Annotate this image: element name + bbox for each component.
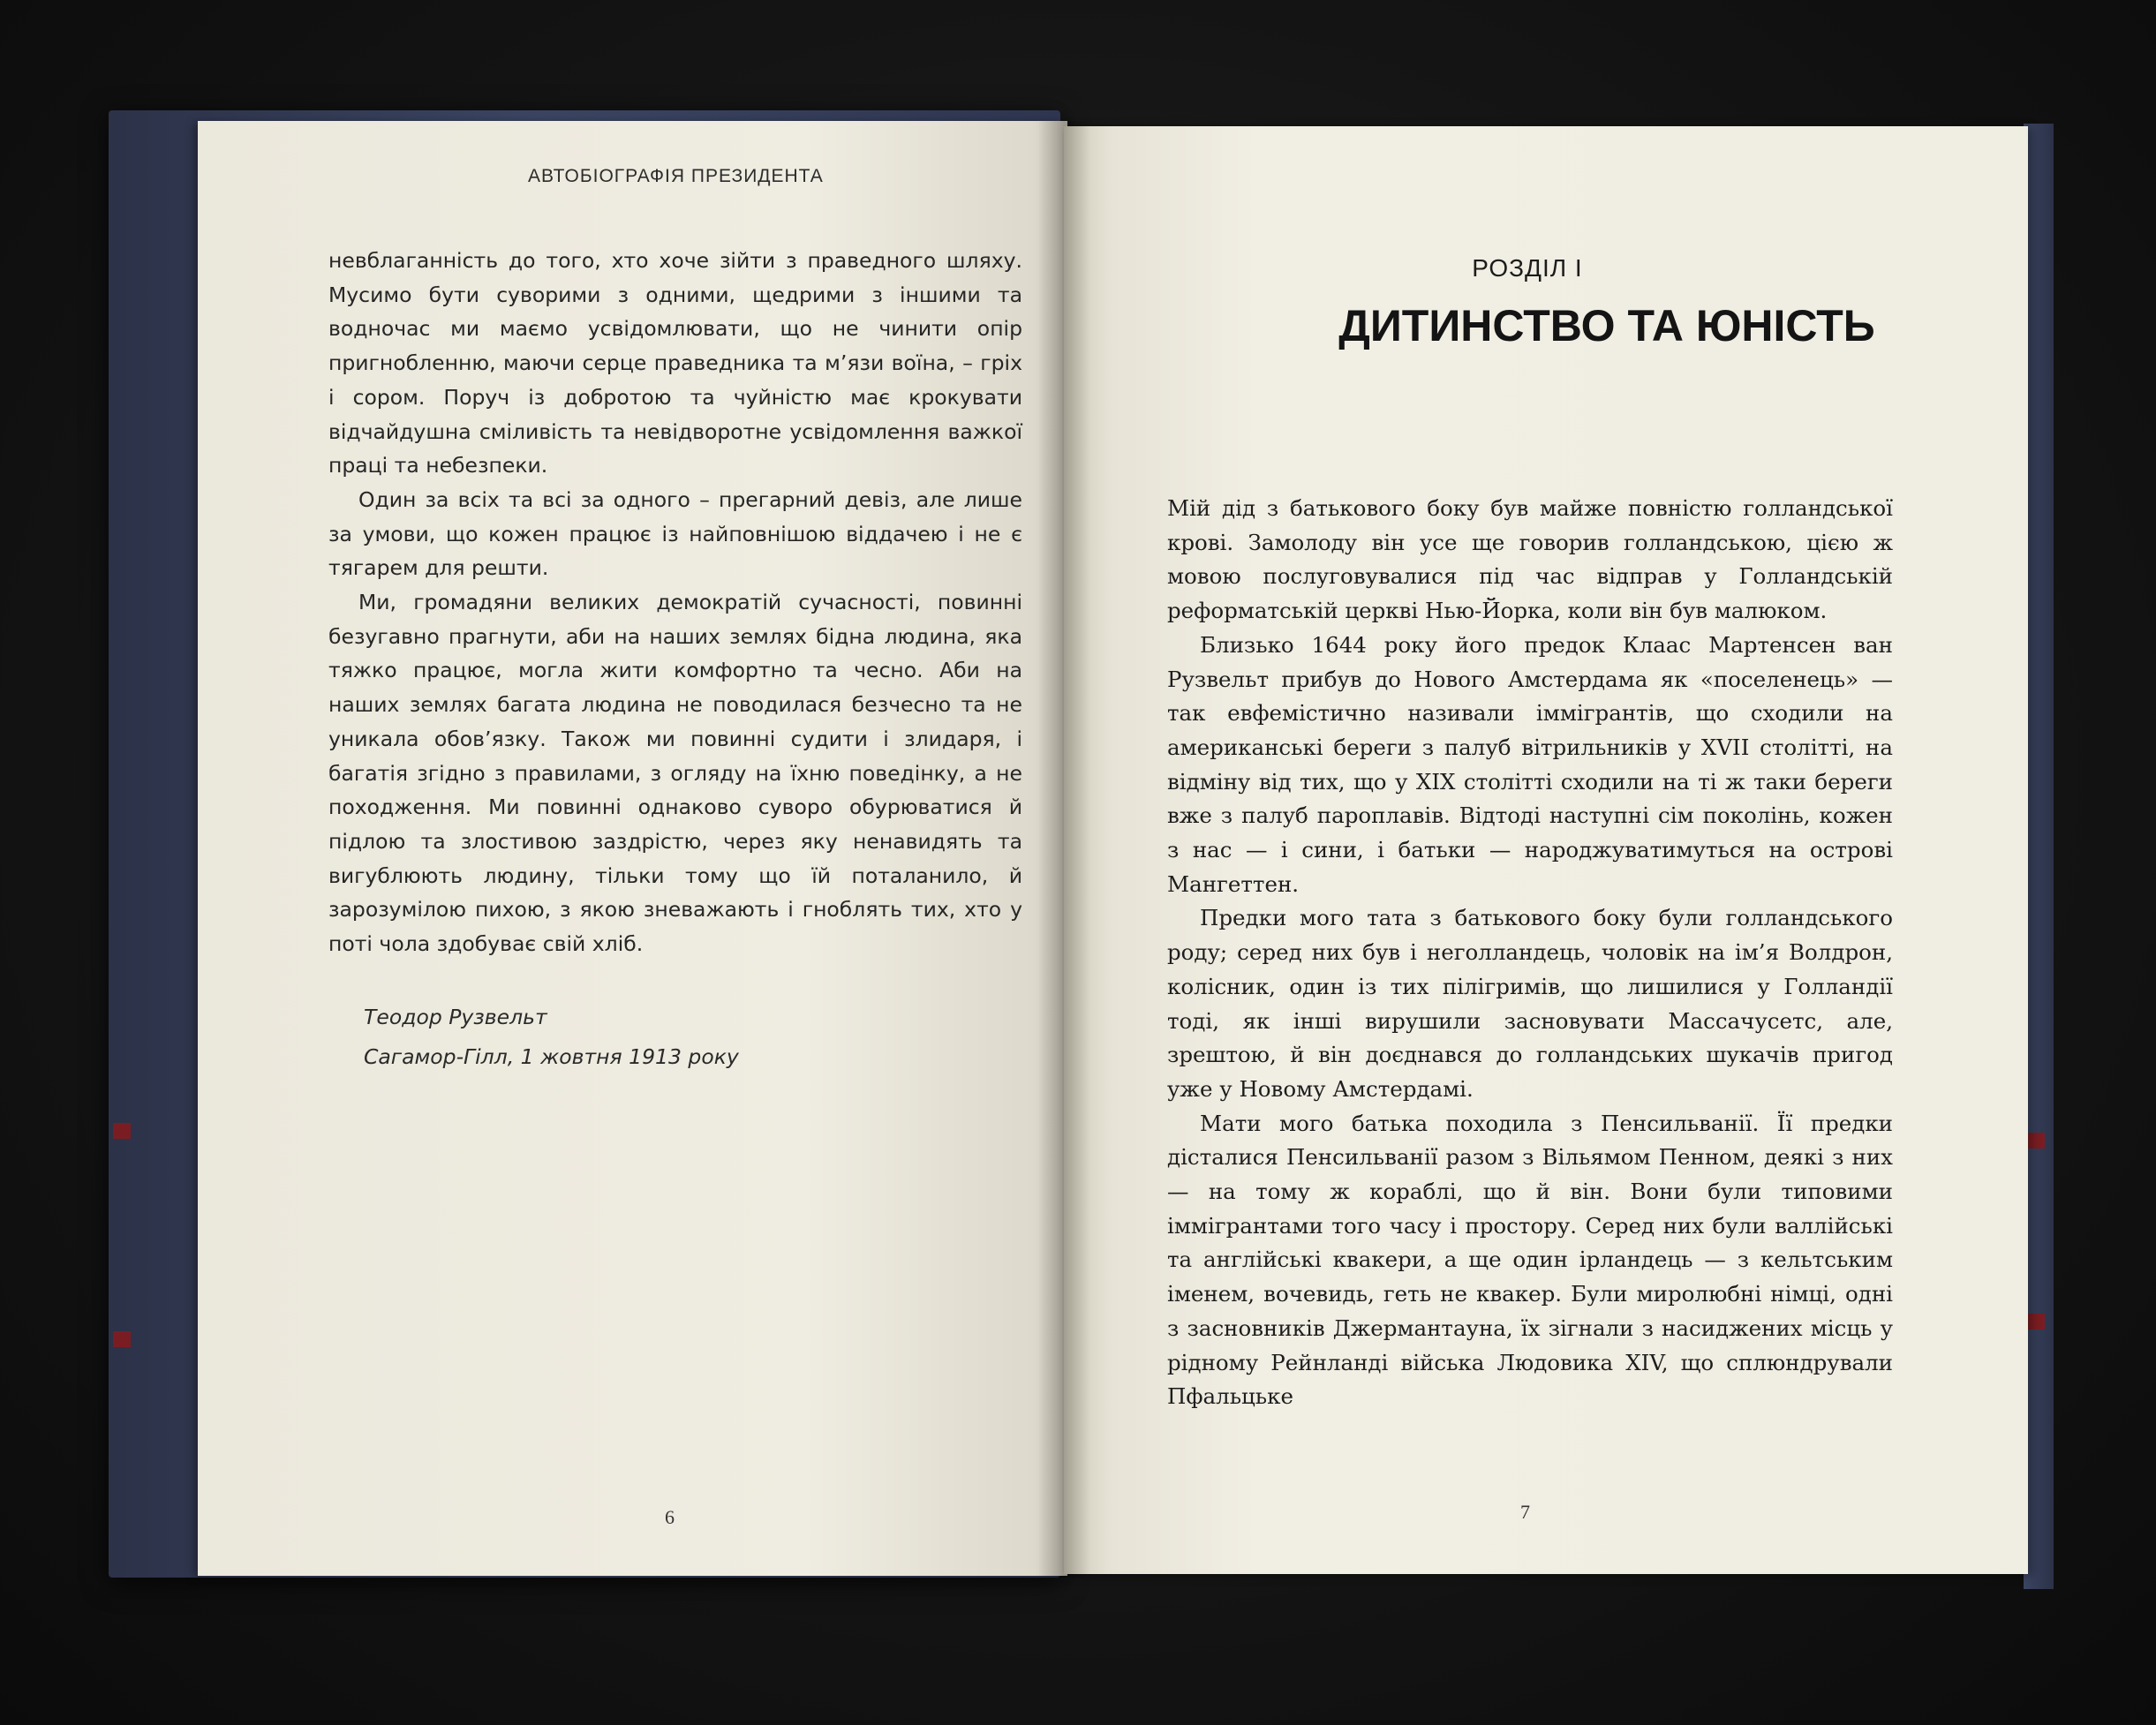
cover-red-stripe [2027,1133,2045,1149]
chapter-title: ДИТИНСТВО ТА ЮНІСТЬ [1338,301,1875,350]
paragraph: Предки мого тата з батькового боку були голландського роду; серед них був і неголландець, чоловік на ім’я Волдрон, колісник, один із тих пілігримів, що лишилися у Голландії тоді, як інші вирушили засновувати Массачусетс, але, зрештою, й він доєднався до голландських шукачів пригод уже у Новому Амстердамі. [1167,905,1893,1102]
paragraph: невблаганність до того, хто хоче зійти з праведного шляху. Мусимо бути суворими з одними, щедрими з іншими та водночас ми маємо усвідомлювати, що не чинити опір пригнобленню, маючи серце праведника та м’язи воїна, – гріх і сором. Поруч із добротою та чуйністю має крокувати відчайдушна сміливість та невідворотне усвідомлення важкої праці та небезпеки. [328,248,1022,478]
book-cover-edge [2024,124,2054,1589]
left-body-text [328,244,1022,961]
paragraph: Один за всіх та всі за одного – прегарний девіз, але лише за умови, що кожен працює із найповнішою віддачею і не є тягарем для решти. [328,486,1022,581]
cover-red-stripe [113,1123,131,1139]
chapter-label: РОЗДІЛ I [1472,254,1583,282]
paragraph: Близько 1644 року його предок Клаас Мартенсен ван Рузвельт прибув до Нового Амстердама як «поселенець» — так евфемістично називали іммігрантів, що сходили на американські береги з палуб вітрильників у XVII столітті, на відміну від тих, що у XIX столітті сходили на ті ж таки береги вже з палуб пароплавів. Відтоді наступні сім поколінь, кожен з нас — і сини, і батьки — народжуватимуться на острові Мангеттен. [1167,631,1893,897]
page-number-left: 6 [665,1506,675,1528]
signature-block [364,998,739,1077]
paragraph: Мати мого батька походила з Пенсильванії. Її предки дісталися Пенсильванії разом з Вільямом Пенном, деякі з них — на тому ж кораблі, що й він. Вони були типовими іммігрантами того часу і простору. Серед них були валлійські та англійські квакери, а ще один ірландець — з кельтським іменем, вочевидь, геть не квакер. Були миролюбні німці, одні з засновників Джермантауна, їх зігнали з насиджених місць у рідному Рейнланді війська Людовика XIV, що сплюндрували Пфальцьке [1167,1110,1893,1410]
signature-place-date: Сагамор-Гілл, 1 жовтня 1913 року [364,1044,739,1069]
book-spine-shadow [1037,121,1090,1578]
right-body-text [1167,492,1893,1414]
signature-name: Теодор Рузвельт [364,1005,547,1029]
page-number-right: 7 [1520,1501,1530,1523]
bleed-through-text [1174,265,1898,494]
running-head: АВТОБІОГРАФІЯ ПРЕЗИДЕНТА [528,166,824,186]
paragraph: Мій дід з батькового боку був майже повністю голландської крові. Замолоду він усе ще говорив голландською, цією ж мовою послуговувалися під час відправ у Голландській реформатській церкві Нью-Йорка, коли він був малюком. [1167,495,1893,624]
paragraph: Ми, громадяни великих демократій сучасності, повинні безугавно прагнути, аби на наших землях бідна людина, яка тяжко працює, могла жити комфортно та чесно. Аби на наших землях багата людина не поводилася безчесно та не уникала обов’язку. Також ми повинні судити і злидаря, і багатія згідно з правилами, з огляду на їхню поведінку, а не походження. Ми повинні однаково суворо обурюватися й підлою та злостивою заздрістю, через яку ненавидять та вигублюють людину, тільки тому що їй поталанило, й зарозумілою пихою, з якою зневажають і гноблять тих, хто у поті чола здобуває свій хліб. [328,590,1022,957]
cover-red-stripe [113,1331,131,1347]
cover-red-stripe [2027,1314,2045,1330]
